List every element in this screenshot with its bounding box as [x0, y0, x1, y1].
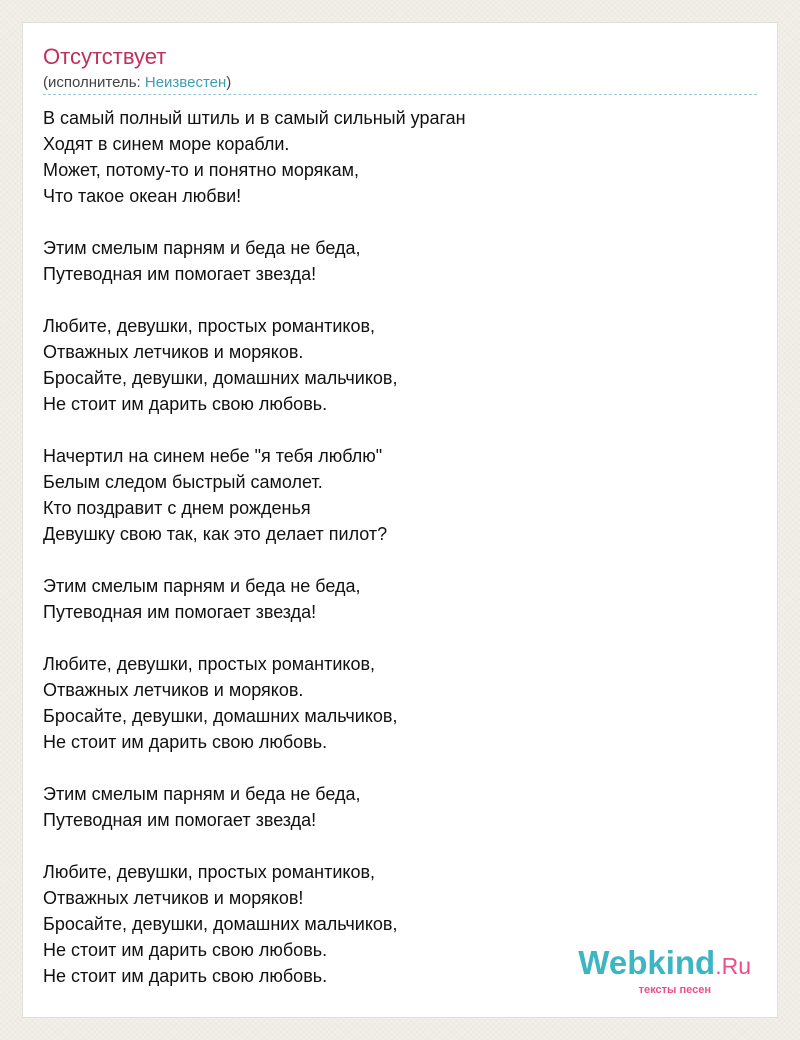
- lyrics-line: Бросайте, девушки, домашних мальчиков,: [43, 368, 398, 388]
- lyrics-line: Отважных летчиков и моряков.: [43, 680, 304, 700]
- lyrics-line: Начертил на синем небе "я тебя люблю": [43, 446, 383, 466]
- artist-prefix: (исполнитель:: [43, 74, 145, 91]
- lyrics-line: Кто поздравит с днем рожденья: [43, 498, 311, 518]
- lyrics-line: Не стоит им дарить свою любовь.: [43, 732, 328, 752]
- lyrics-stanza: [43, 105, 743, 209]
- lyrics-line: Ходят в синем море корабли.: [43, 134, 290, 154]
- title-divider: [43, 94, 757, 95]
- site-logo[interactable]: [551, 945, 751, 995]
- lyrics-line: Путеводная им помогает звезда!: [43, 264, 317, 284]
- logo-tld: .Ru: [715, 953, 751, 979]
- lyrics-line: Любите, девушки, простых романтиков,: [43, 654, 376, 674]
- lyrics-stanza: [43, 573, 743, 625]
- lyrics-line: Этим смелым парням и беда не беда,: [43, 576, 361, 596]
- lyrics-line: Этим смелым парням и беда не беда,: [43, 784, 361, 804]
- lyrics-line: Белым следом быстрый самолет.: [43, 472, 323, 492]
- logo-tagline: тексты песен: [638, 984, 711, 996]
- lyrics-line: Путеводная им помогает звезда!: [43, 602, 317, 622]
- lyrics-stanza: [43, 313, 743, 417]
- logo-name: Webkind: [578, 944, 716, 981]
- lyrics-stanza: [43, 781, 743, 833]
- lyrics-line: Отважных летчиков и моряков.: [43, 342, 304, 362]
- logo-wordmark: [551, 945, 751, 984]
- lyrics-line: В самый полный штиль и в самый сильный ураган: [43, 108, 466, 128]
- lyrics-stanza: [43, 651, 743, 755]
- lyrics-line: Не стоит им дарить свою любовь.: [43, 966, 328, 986]
- lyrics-text: [43, 105, 743, 1015]
- artist-line: [43, 73, 231, 93]
- lyrics-line: Любите, девушки, простых романтиков,: [43, 862, 376, 882]
- lyrics-line: Девушку свою так, как это делает пилот?: [43, 524, 388, 544]
- lyrics-line: Бросайте, девушки, домашних мальчиков,: [43, 914, 398, 934]
- song-title: Отсутствует: [43, 44, 167, 69]
- lyrics-line: Что такое океан любви!: [43, 186, 242, 206]
- lyrics-line: Может, потому-то и понятно морякам,: [43, 160, 360, 180]
- lyrics-line: Отважных летчиков и моряков!: [43, 888, 304, 908]
- lyrics-card: [22, 22, 778, 1018]
- lyrics-line: Не стоит им дарить свою любовь.: [43, 940, 328, 960]
- lyrics-line: Путеводная им помогает звезда!: [43, 810, 317, 830]
- lyrics-stanza: [43, 443, 743, 547]
- lyrics-line: Не стоит им дарить свою любовь.: [43, 394, 328, 414]
- artist-suffix: ): [226, 74, 232, 91]
- lyrics-line: Этим смелым парням и беда не беда,: [43, 238, 361, 258]
- artist-link[interactable]: Неизвестен: [144, 74, 227, 91]
- lyrics-line: Бросайте, девушки, домашних мальчиков,: [43, 706, 398, 726]
- lyrics-stanza: [43, 235, 743, 287]
- lyrics-line: Любите, девушки, простых романтиков,: [43, 316, 376, 336]
